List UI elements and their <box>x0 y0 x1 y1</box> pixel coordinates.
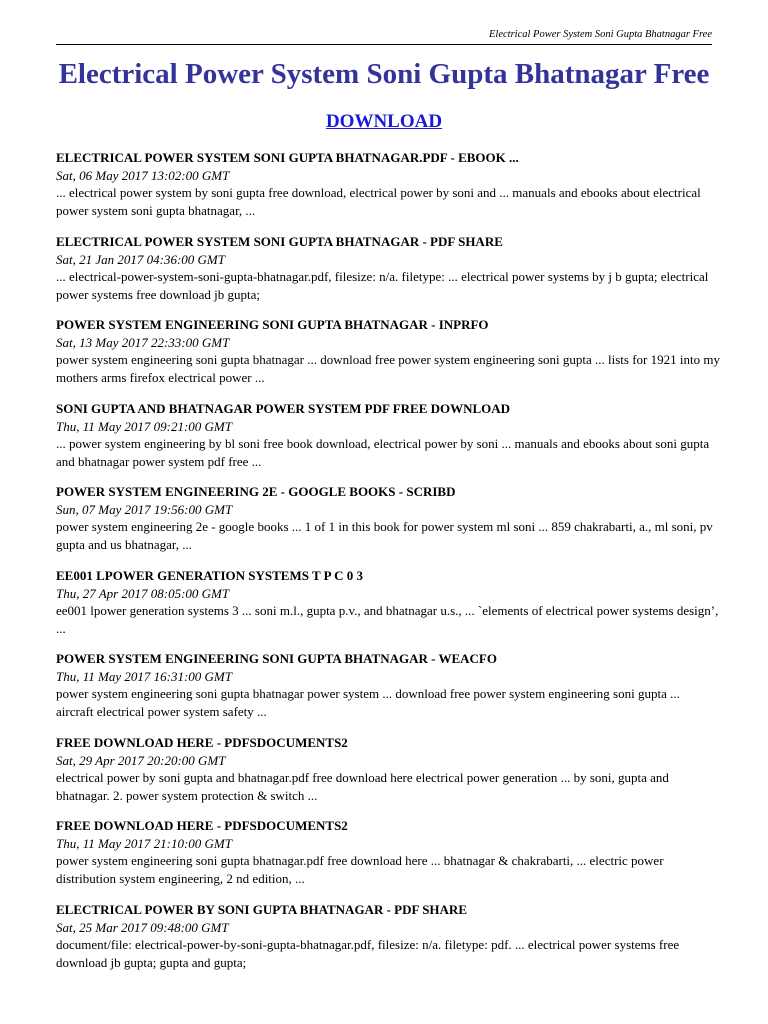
result-title: ELECTRICAL POWER SYSTEM SONI GUPTA BHATNAGAR - PDF SHARE <box>56 233 503 249</box>
download-link-container <box>0 110 768 134</box>
result-date: Thu, 11 May 2017 16:31:00 GMT <box>56 669 232 684</box>
results-list <box>56 150 720 985</box>
result-title: SONI GUPTA AND BHATNAGAR POWER SYSTEM PDF FREE DOWNLOAD <box>56 400 511 416</box>
result-snippet: document/file: electrical-power-by-soni-gupta-bhatnagar.pdf, filesize: n/a. filetype: pdf. ... electrical power systems free download jb gupta; gupta and gupta; <box>56 936 680 970</box>
result-date: Sat, 21 Jan 2017 04:36:00 GMT <box>56 251 225 267</box>
result-item <box>56 818 720 902</box>
result-item <box>56 902 720 986</box>
result-snippet: power system engineering soni gupta bhatnagar ... download free power system engineering soni gupta ... lists for 1921 into my mothers arms firefox electrical power ... <box>56 352 720 385</box>
result-title: FREE DOWNLOAD HERE - PDFSDOCUMENTS2 <box>56 734 348 750</box>
result-snippet: ee001 lpower generation systems 3 ... soni m.l., gupta p.v., and bhatnagar u.s., ... `elements of electrical power systems design’, ... <box>56 602 719 636</box>
result-snippet: ... power system engineering by bl soni free book download, electrical power by soni ... manuals and ebooks about soni gupta and bhatnagar power system pdf free ... <box>56 435 710 469</box>
result-item <box>56 401 720 485</box>
result-title: POWER SYSTEM ENGINEERING SONI GUPTA BHATNAGAR - INPRFO <box>56 317 489 332</box>
result-snippet: ... electrical power system by soni gupta free download, electrical power by soni and ... manuals and ebooks about electrical power system soni gupta bhatnagar, ... <box>56 185 701 218</box>
result-date: Thu, 27 Apr 2017 08:05:00 GMT <box>56 585 230 601</box>
result-title: FREE DOWNLOAD HERE - PDFSDOCUMENTS2 <box>56 818 348 833</box>
result-date: Sat, 13 May 2017 22:33:00 GMT <box>56 335 230 350</box>
result-title: POWER SYSTEM ENGINEERING SONI GUPTA BHATNAGAR - WEACFO <box>56 651 497 666</box>
result-snippet: ... electrical-power-system-soni-gupta-bhatnagar.pdf, filesize: n/a. filetype: ... electrical power systems by j b gupta; electrical power systems free download jb gupta; <box>56 268 709 302</box>
result-item <box>56 568 720 652</box>
running-header-title: Electrical Power System Soni Gupta Bhatnagar Free <box>489 29 712 40</box>
result-date: Thu, 11 May 2017 21:10:00 GMT <box>56 836 232 851</box>
result-item <box>56 317 720 401</box>
result-item <box>56 484 720 568</box>
result-title: EE001 LPOWER GENERATION SYSTEMS T P C 0 3 <box>56 567 364 583</box>
result-date: Sat, 29 Apr 2017 20:20:00 GMT <box>56 752 226 768</box>
result-item <box>56 234 720 318</box>
result-title: ELECTRICAL POWER BY SONI GUPTA BHATNAGAR - PDF SHARE <box>56 901 467 917</box>
running-header <box>56 24 712 45</box>
result-title: POWER SYSTEM ENGINEERING 2E - GOOGLE BOOKS - SCRIBD <box>56 484 456 499</box>
result-snippet: power system engineering soni gupta bhatnagar power system ... download free power system engineering soni gupta ... aircraft electrical power system safety ... <box>56 686 680 719</box>
result-snippet: power system engineering soni gupta bhatnagar.pdf free download here ... bhatnagar & chakrabarti, ... electric power distribution system engineering, 2 nd edition, ... <box>56 853 664 886</box>
result-date: Sun, 07 May 2017 19:56:00 GMT <box>56 502 233 517</box>
result-date: Sat, 06 May 2017 13:02:00 GMT <box>56 168 230 183</box>
result-date: Sat, 25 Mar 2017 09:48:00 GMT <box>56 919 229 935</box>
result-snippet: power system engineering 2e - google books ... 1 of 1 in this book for power system ml soni ... 859 chakrabarti, a., ml soni, pv gupta and us bhatnagar, ... <box>56 519 713 552</box>
result-date: Thu, 11 May 2017 09:21:00 GMT <box>56 418 232 434</box>
result-title: ELECTRICAL POWER SYSTEM SONI GUPTA BHATNAGAR.PDF - EBOOK ... <box>56 150 519 165</box>
page-title: Electrical Power System Soni Gupta Bhatnagar Free <box>58 58 710 90</box>
result-snippet: electrical power by soni gupta and bhatnagar.pdf free download here electrical power generation ... by soni, gupta and bhatnagar. 2. power system protection & switch ... <box>56 769 669 803</box>
result-item <box>56 735 720 819</box>
download-link[interactable]: DOWNLOAD <box>325 111 443 132</box>
result-item <box>56 651 720 735</box>
result-item <box>56 150 720 234</box>
